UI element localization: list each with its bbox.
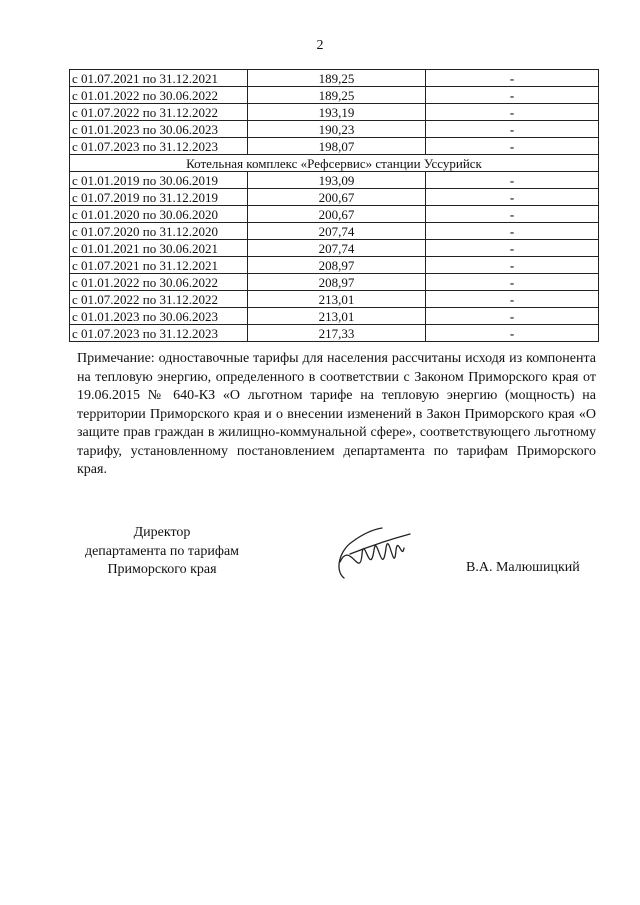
tariff-value-cell: 207,74	[248, 223, 426, 240]
section-header-row	[70, 155, 599, 172]
tariff-value-cell: 213,01	[248, 291, 426, 308]
benefit-cell: -	[426, 274, 599, 291]
period-cell: с 01.07.2021 по 31.12.2021	[70, 70, 248, 87]
benefit-cell: -	[426, 87, 599, 104]
period-cell: с 01.07.2019 по 31.12.2019	[70, 189, 248, 206]
tariff-value-cell: 200,67	[248, 206, 426, 223]
period-cell: с 01.07.2020 по 31.12.2020	[70, 223, 248, 240]
tariff-value-cell: 193,09	[248, 172, 426, 189]
benefit-cell: -	[426, 138, 599, 155]
table-row	[70, 257, 599, 274]
table-row	[70, 172, 599, 189]
signer-title-line: Директор	[133, 525, 191, 540]
signer-title	[72, 524, 252, 580]
tariff-value-cell: 190,23	[248, 121, 426, 138]
table-row	[70, 121, 599, 138]
table-row	[70, 308, 599, 325]
tariff-value-cell: 200,67	[248, 189, 426, 206]
period-cell: с 01.01.2019 по 30.06.2019	[70, 172, 248, 189]
table-row	[70, 70, 599, 87]
benefit-cell: -	[426, 223, 599, 240]
period-cell: с 01.01.2021 по 30.06.2021	[70, 240, 248, 257]
note-paragraph: Примечание: одноставочные тарифы для населения рассчитаны исходя из компонента на тепловую энергию, определенного в соответствии с Законом Приморского края от 19.06.2015 № 640-КЗ «О льготном тарифе на тепловую энергию (мощность) на территории Приморского края и о внесении изменений в Закон Приморского края «О защите прав граждан в жилищно-коммунальной сфере», соответствующего льготному тарифу, установленному постановлением департамента по тарифам Приморского края.	[77, 351, 596, 477]
period-cell: с 01.01.2022 по 30.06.2022	[70, 274, 248, 291]
signer-title-line: Приморского края	[107, 562, 217, 577]
period-cell: с 01.07.2022 по 31.12.2022	[70, 104, 248, 121]
tariff-value-cell: 208,97	[248, 257, 426, 274]
table-row	[70, 291, 599, 308]
table-row	[70, 240, 599, 257]
tariff-value-cell: 189,25	[248, 70, 426, 87]
benefit-cell: -	[426, 121, 599, 138]
period-cell: с 01.07.2023 по 31.12.2023	[70, 325, 248, 342]
period-cell: с 01.07.2023 по 31.12.2023	[70, 138, 248, 155]
tariff-value-cell: 217,33	[248, 325, 426, 342]
table-row	[70, 325, 599, 342]
benefit-cell: -	[426, 206, 599, 223]
tariff-value-cell: 213,01	[248, 308, 426, 325]
period-cell: с 01.01.2023 по 30.06.2023	[70, 121, 248, 138]
table-row	[70, 189, 599, 206]
period-cell: с 01.07.2021 по 31.12.2021	[70, 257, 248, 274]
table-row	[70, 274, 599, 291]
table-row	[70, 206, 599, 223]
table-row	[70, 87, 599, 104]
signer-title-line: департамента по тарифам	[84, 543, 240, 559]
table-row	[70, 223, 599, 240]
benefit-cell: -	[426, 70, 599, 87]
table-row	[70, 138, 599, 155]
page-number: 2	[316, 38, 324, 53]
benefit-cell: -	[426, 325, 599, 342]
period-cell: с 01.01.2022 по 30.06.2022	[70, 87, 248, 104]
benefit-cell: -	[426, 104, 599, 121]
tariff-value-cell: 207,74	[248, 240, 426, 257]
handwritten-signature	[330, 520, 415, 585]
benefit-cell: -	[426, 291, 599, 308]
section-title: Котельная комплекс «Рефсервис» станции Уссурийск	[70, 155, 599, 172]
tariff-table	[69, 69, 599, 342]
period-cell: с 01.07.2022 по 31.12.2022	[70, 291, 248, 308]
table-row	[70, 104, 599, 121]
tariff-table-body	[70, 70, 599, 342]
tariff-value-cell: 193,19	[248, 104, 426, 121]
period-cell: с 01.01.2023 по 30.06.2023	[70, 308, 248, 325]
benefit-cell: -	[426, 308, 599, 325]
period-cell: с 01.01.2020 по 30.06.2020	[70, 206, 248, 223]
benefit-cell: -	[426, 240, 599, 257]
tariff-value-cell: 189,25	[248, 87, 426, 104]
benefit-cell: -	[426, 257, 599, 274]
tariff-value-cell: 208,97	[248, 274, 426, 291]
signer-name: В.А. Малюшицкий	[466, 560, 580, 575]
benefit-cell: -	[426, 189, 599, 206]
benefit-cell: -	[426, 172, 599, 189]
tariff-value-cell: 198,07	[248, 138, 426, 155]
